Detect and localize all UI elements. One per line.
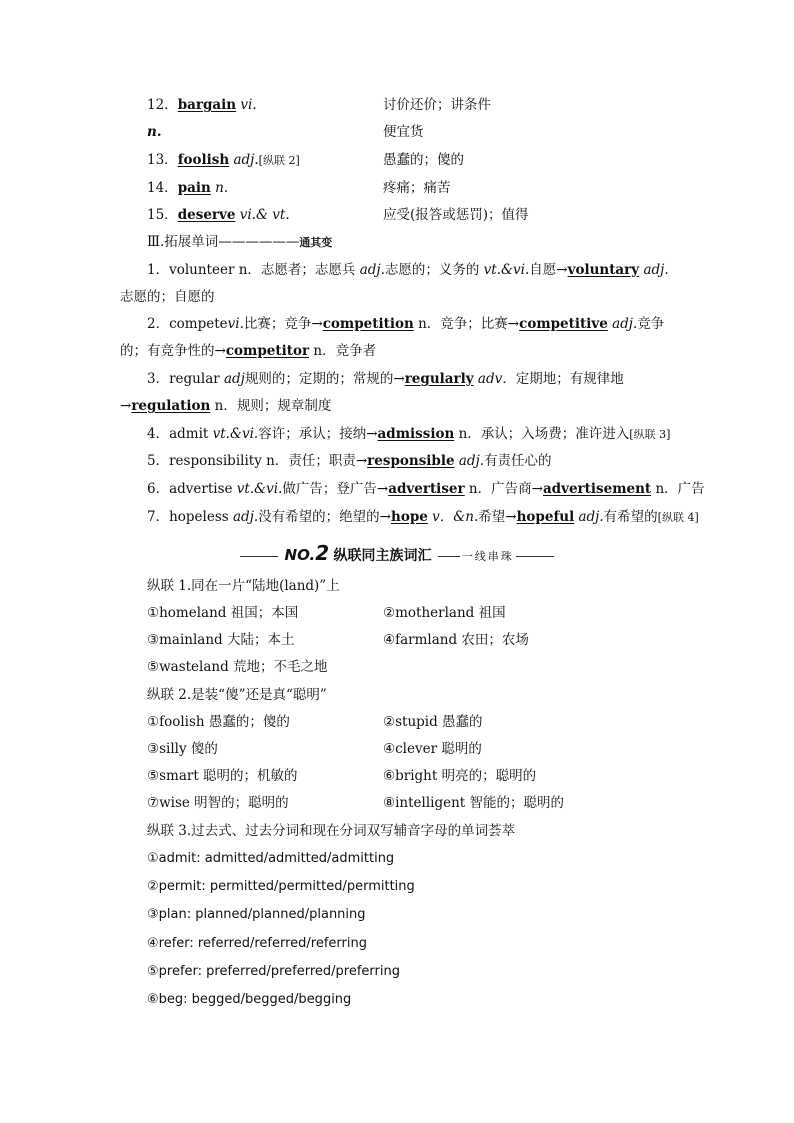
vocab-row-13: 13．foolish adj.[纵联 2] 愚蠢的；傻的 xyxy=(147,152,464,168)
section-banner: NO.2 纵联同主族词汇 一线串珠 xyxy=(0,543,794,563)
ext-item-5: 5．responsibility n．责任；职责→responsible adj.有责任心的 xyxy=(147,453,552,469)
group-2-row: ⑦wise 明智的；聪明的 ⑧intelligent 智能的；聪明的 xyxy=(147,795,565,811)
group-1-row: ①homeland 祖国；本国 ②motherland 祖国 xyxy=(147,605,506,621)
group-1-row: ⑤wasteland 荒地；不毛之地 xyxy=(147,659,328,675)
group-2-row: ①foolish 愚蠢的；傻的 ②stupid 愚蠢的 xyxy=(147,714,483,730)
group-3-item: ③plan: planned/planned/planning xyxy=(147,907,366,922)
group-3-title: 纵联 3.过去式、过去分词和现在分词双写辅音字母的单词荟萃 xyxy=(147,823,516,839)
group-3-item: ⑥beg: begged/begged/begging xyxy=(147,992,352,1007)
vocab-row-14: 14．pain n. 疼痛；痛苦 xyxy=(147,180,451,196)
group-2-row: ③silly 傻的 ④clever 聪明的 xyxy=(147,741,482,757)
banner-left-rule xyxy=(240,556,278,557)
group-3-item: ②permit: permitted/permitted/permitting xyxy=(147,879,415,894)
section-heading: Ⅲ.拓展单词——————通其变 xyxy=(147,234,333,250)
vocab-row-15: 15．deserve vi.& vt. 应受(报答或惩罚)；值得 xyxy=(147,207,529,223)
group-3-item: ④refer: referred/referred/referring xyxy=(147,936,367,951)
group-3-item: ①admit: admitted/admitted/admitting xyxy=(147,851,395,866)
ext-item-3: 3．regular adj规则的；定期的；常规的→regularly adv．定期地；有规律地→regulation n．规则；规章制度 xyxy=(120,371,624,414)
ext-item-7: 7．hopeless adj.没有希望的；绝望的→hope v．&n.希望→hopeful adj.有希望的[纵联 4] xyxy=(147,509,699,525)
vocab-row-12-noun: n. 便宜货 xyxy=(147,124,424,140)
banner-mid-rule xyxy=(438,556,460,557)
ext-item-2: 2．competevi.比赛；竞争→competition n．竞争；比赛→competitive adj.竞争的；有竞争性的→competitor n．竞争者 xyxy=(120,316,665,359)
ext-item-6: 6．advertise vt.&vi.做广告；登广告→advertiser n．广告商→advertisement n．广告 xyxy=(147,481,705,497)
group-3-item: ⑤prefer: preferred/preferred/preferring xyxy=(147,964,400,979)
group-1-row: ③mainland 大陆；本土 ④farmland 农田；农场 xyxy=(147,632,529,648)
group-2-row: ⑤smart 聪明的；机敏的 ⑥bright 明亮的；聪明的 xyxy=(147,768,537,784)
vocab-row-12: 12．bargain vi. 讨价还价；讲条件 xyxy=(147,97,491,113)
group-2-title: 纵联 2.是装“傻”还是真“聪明” xyxy=(147,687,327,703)
banner-right-rule xyxy=(516,556,554,557)
group-1-title: 纵联 1.同在一片“陆地(land)”上 xyxy=(147,578,340,594)
ext-item-4: 4．admit vt.&vi.容许；承认；接纳→admission n．承认；入场费；准许进入[纵联 3] xyxy=(147,426,671,442)
ext-item-1: 1．volunteer n．志愿者；志愿兵 adj.志愿的；义务的 vt.&vi.自愿→voluntary adj.志愿的；自愿的 xyxy=(120,262,669,305)
